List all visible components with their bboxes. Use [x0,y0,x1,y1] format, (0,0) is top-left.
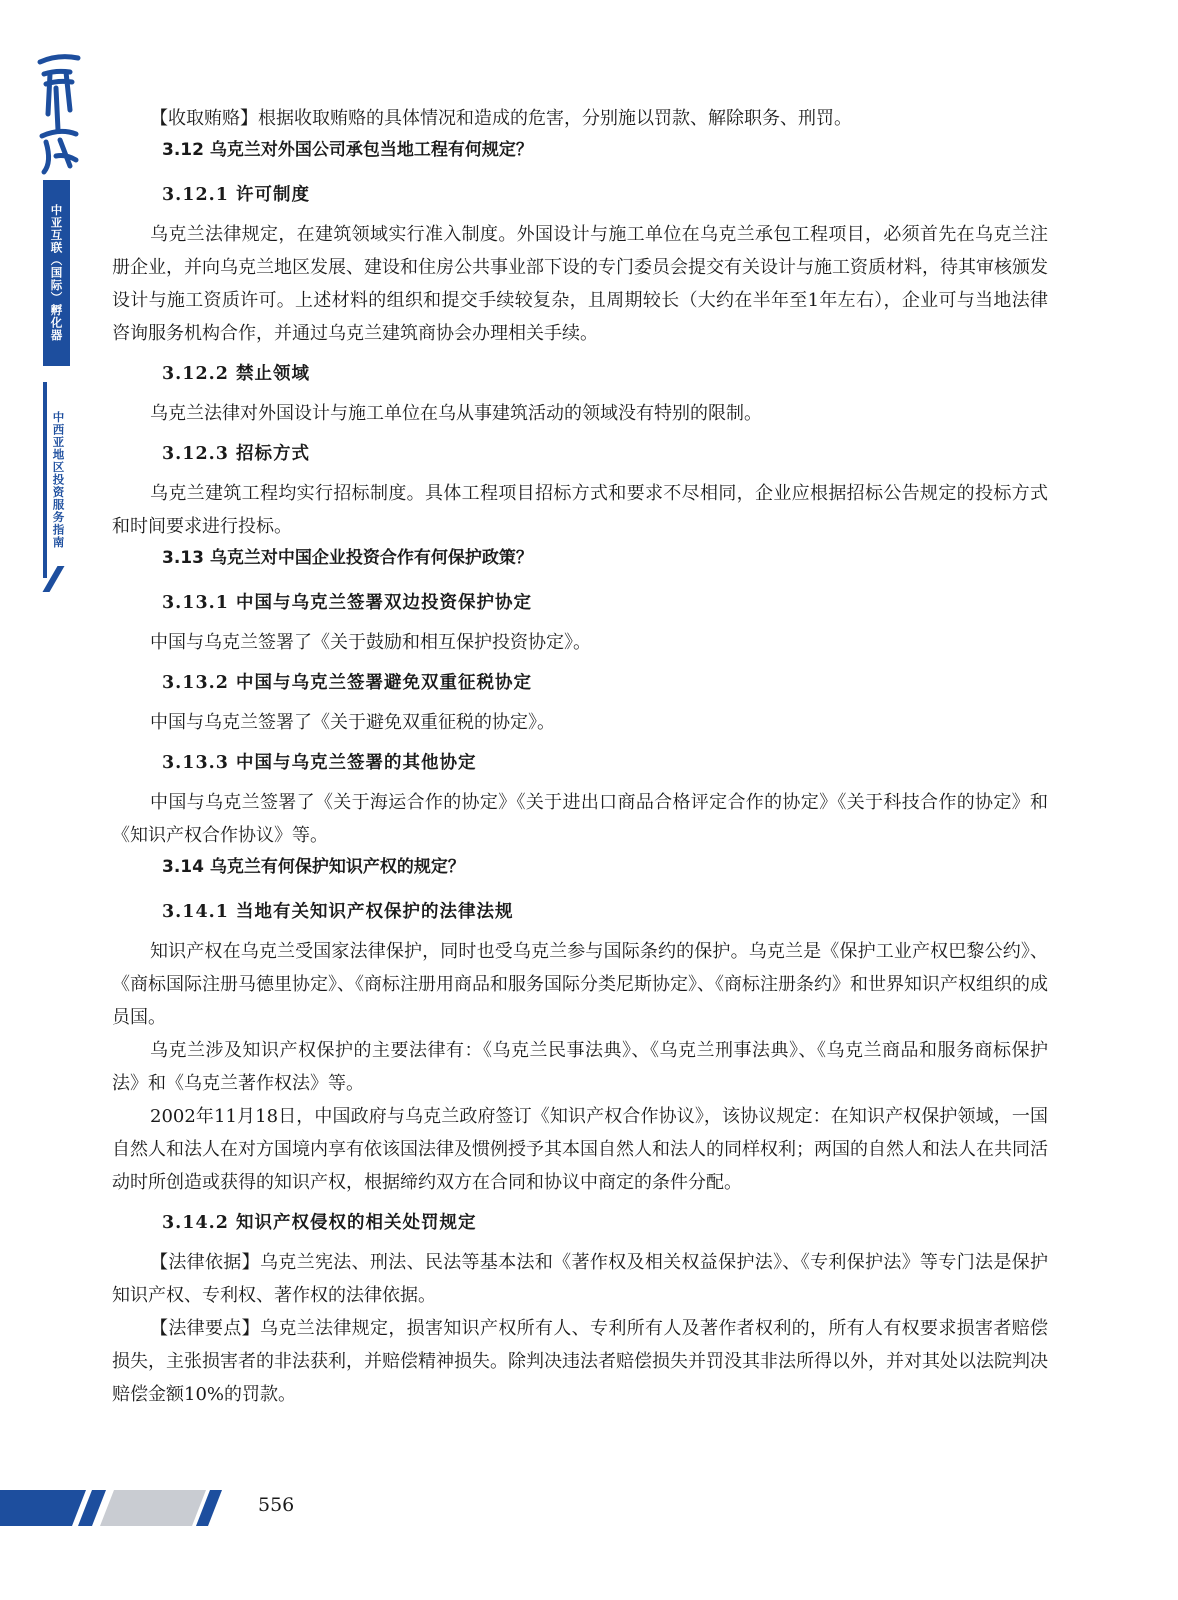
subheading-3-13-2: 3.13.2 中国与乌克兰签署避免双重征税协定 [162,673,532,693]
side-tag-guide-text: 中西亚地区投资服务指南 [51,411,66,549]
paragraph-3-14-2a: 【法律依据】乌克兰宪法、刑法、民法等基本法和《著作权及相关权益保护法》、《专利保护法》等专门法是保护知识产权、专利权、著作权的法律依据。 [112,1252,1048,1306]
paragraph-3-14-2b: 【法律要点】乌克兰法律规定，损害知识产权所有人、专利所有人及著作者权利的，所有人有权要求损害者赔偿损失，主张损害者的非法获利，并赔偿精神损失。除判决违法者赔偿损失并罚没其非法所得以外，并对其处以法院判决赔偿金额10%的罚款。 [112,1318,1048,1405]
paragraph-3-14-1a: 知识产权在乌克兰受国家法律保护，同时也受乌克兰参与国际条约的保护。乌克兰是《保护工业产权巴黎公约》、《商标国际注册马德里协定》、《商标注册用商品和服务国际分类尼斯协定》、《商标注册条约》和世界知识产权组织的成员国。 [112,941,1048,1028]
paragraph-3-14-1b: 乌克兰涉及知识产权保护的主要法律有：《乌克兰民事法典》、《乌克兰刑事法典》、《乌克兰商品和服务商标保护法》和《乌克兰著作权法》等。 [112,1040,1048,1094]
subheading-3-14-1: 3.14.1 当地有关知识产权保护的法律法规 [162,902,514,922]
section-heading-3-14: 3.14 乌克兰有何保护知识产权的规定？ [162,857,465,877]
subheading-3-12-2: 3.12.2 禁止领域 [162,364,310,384]
paragraph-bribery: 【收取贿赂】根据收取贿赂的具体情况和造成的危害，分别施以罚款、解除职务、刑罚。 [150,108,852,129]
paragraph-3-12-1: 乌克兰法律规定，在建筑领域实行准入制度。外国设计与施工单位在乌克兰承包工程项目，必须首先在乌克兰注册企业，并向乌克兰地区发展、建设和住房公共事业部下设的专门委员会提交有关设计与施工资质材料，待其审核颁发设计与施工资质许可。上述材料的组织和提交手续较复杂，且周期较长（大约在半年至1年左右），企业可与当地法律咨询服务机构合作，并通过乌克兰建筑商协会办理相关手续。 [112,224,1048,344]
paragraph-3-13-3: 中国与乌克兰签署了《关于海运合作的协定》《关于进出口商品合格评定合作的协定》《关于科技合作的协定》和《知识产权合作协议》等。 [112,792,1048,846]
side-tag-incubator-text: 中亚互联（国际）孵化器 [49,204,64,342]
side-tag-guide [43,382,70,578]
subheading-3-12-3: 3.12.3 招标方式 [162,444,310,464]
section-heading-3-13: 3.13 乌克兰对中国企业投资合作有何保护政策？ [162,548,533,568]
paragraph-3-14-1c: 2002年11月18日，中国政府与乌克兰政府签订《知识产权合作协议》，该协议规定：在知识产权保护领域，一国自然人和法人在对方国境内享有依该国法律及惯例授予其本国自然人和法人的同样权利；两国的自然人和法人在共同活动时所创造或获得的知识产权，根据缔约双方在合同和协议中商定的条件分配。 [112,1106,1048,1193]
section-heading-3-12: 3.12 乌克兰对外国公司承包当地工程有何规定？ [162,140,533,160]
paragraph-3-12-2: 乌克兰法律对外国设计与施工单位在乌从事建筑活动的领域没有特别的限制。 [150,403,762,424]
paragraph-3-12-3: 乌克兰建筑工程均实行招标制度。具体工程项目招标方式和要求不尽相同，企业应根据招标公告规定的投标方式和时间要求进行投标。 [112,483,1048,537]
brand-logo-calligraphy [36,44,82,180]
footer-stripe-decoration [0,1482,240,1532]
subheading-3-13-3: 3.13.3 中国与乌克兰签署的其他协定 [162,753,477,773]
subheading-3-14-2: 3.14.2 知识产权侵权的相关处罚规定 [162,1213,477,1233]
paragraph-3-13-2: 中国与乌克兰签署了《关于避免双重征税的协定》。 [150,712,555,733]
side-tag-incubator [43,180,70,366]
subheading-3-12-1: 3.12.1 许可制度 [162,185,310,205]
page-number: 556 [258,1494,295,1516]
subheading-3-13-1: 3.13.1 中国与乌克兰签署双边投资保护协定 [162,593,532,613]
document-body [112,102,1048,1411]
paragraph-3-13-1: 中国与乌克兰签署了《关于鼓励和相互保护投资协定》。 [150,632,591,653]
